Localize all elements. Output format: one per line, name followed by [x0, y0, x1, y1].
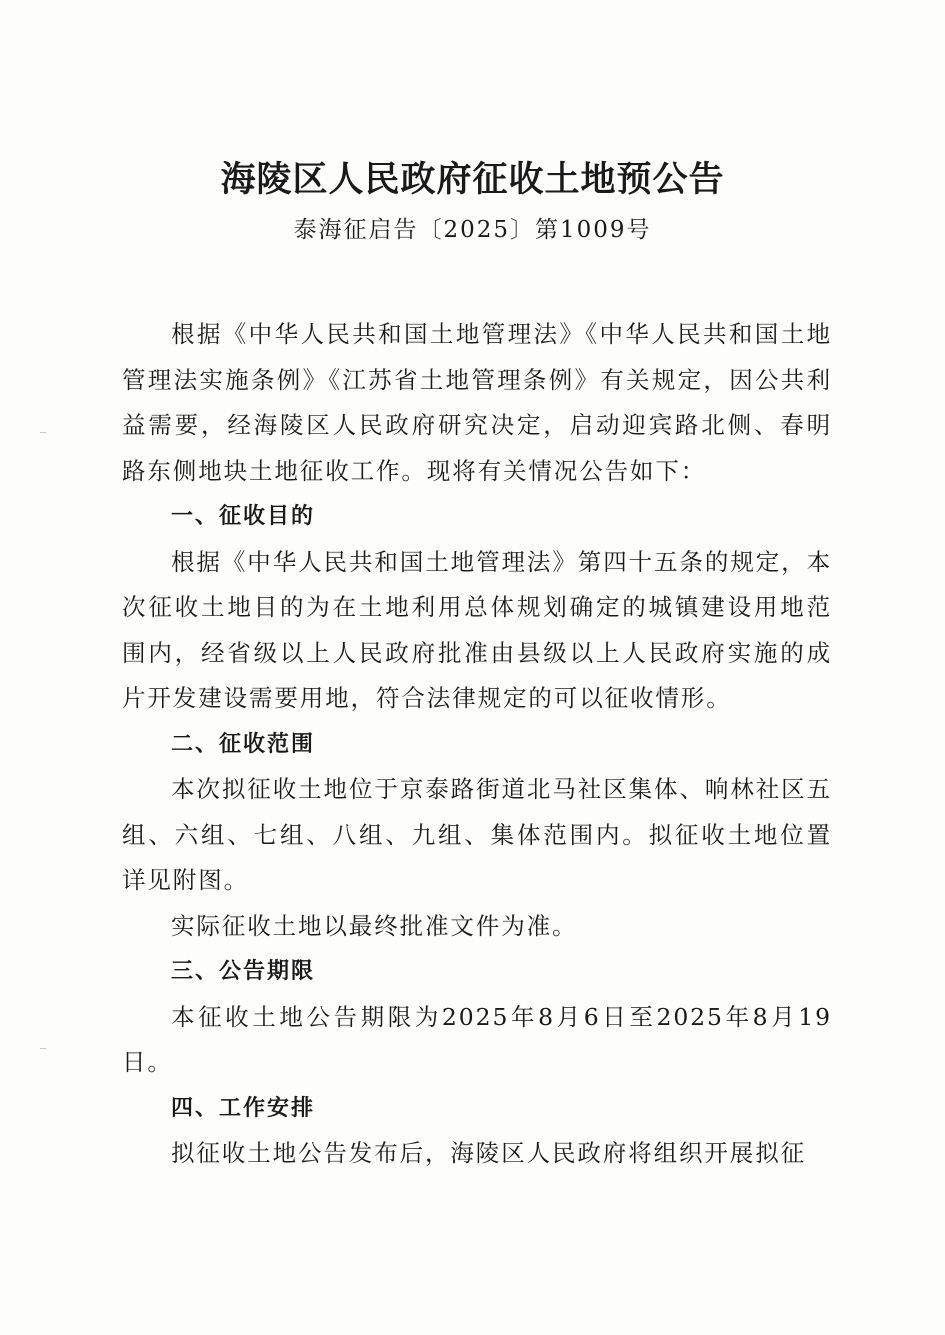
section-paragraph: 根据《中华人民共和国土地管理法》第四十五条的规定，本次征收土地目的为在土地利用总体规划确定的城镇建设用地范围内，经省级以上人民政府批准由县级以上人民政府实施的成片开发建设需要用地，符合法律规定的可以征收情形。: [122, 547, 832, 712]
document-body: [122, 312, 832, 1177]
intro-paragraph: 根据《中华人民共和国土地管理法》《中华人民共和国土地管理法实施条例》《江苏省土地管理条例》有关规定，因公共利益需要，经海陵区人民政府研究决定，启动迎宾路北侧、春明路东侧地块土地征收工作。现将有关情况公告如下：: [122, 320, 832, 485]
scan-speck: [40, 1048, 46, 1049]
section-paragraph: 拟征收土地公告发布后，海陵区人民政府将组织开展拟征: [171, 1139, 806, 1167]
document-title: 海陵区人民政府征收土地预公告: [220, 159, 725, 200]
section-paragraph: 实际征收土地以最终批准文件为准。: [171, 911, 578, 940]
section-heading: 三、公告期限: [171, 959, 316, 984]
section-heading: 一、征收目的: [171, 504, 316, 529]
section-heading: 四、工作安排: [171, 1095, 316, 1121]
document-number: 泰海征启告〔2025〕第1009号: [293, 217, 652, 243]
section-paragraph: 本次拟征收土地位于京泰路街道北马社区集体、响林社区五组、六组、七组、八组、九组、集体范围内。拟征收土地位置详见附图。: [122, 775, 832, 894]
section-heading: 二、征收范围: [171, 731, 316, 757]
section-paragraph: 本征收土地公告期限为2025年8月6日至2025年8月19日。: [122, 1002, 832, 1076]
scan-speck: [40, 432, 46, 433]
